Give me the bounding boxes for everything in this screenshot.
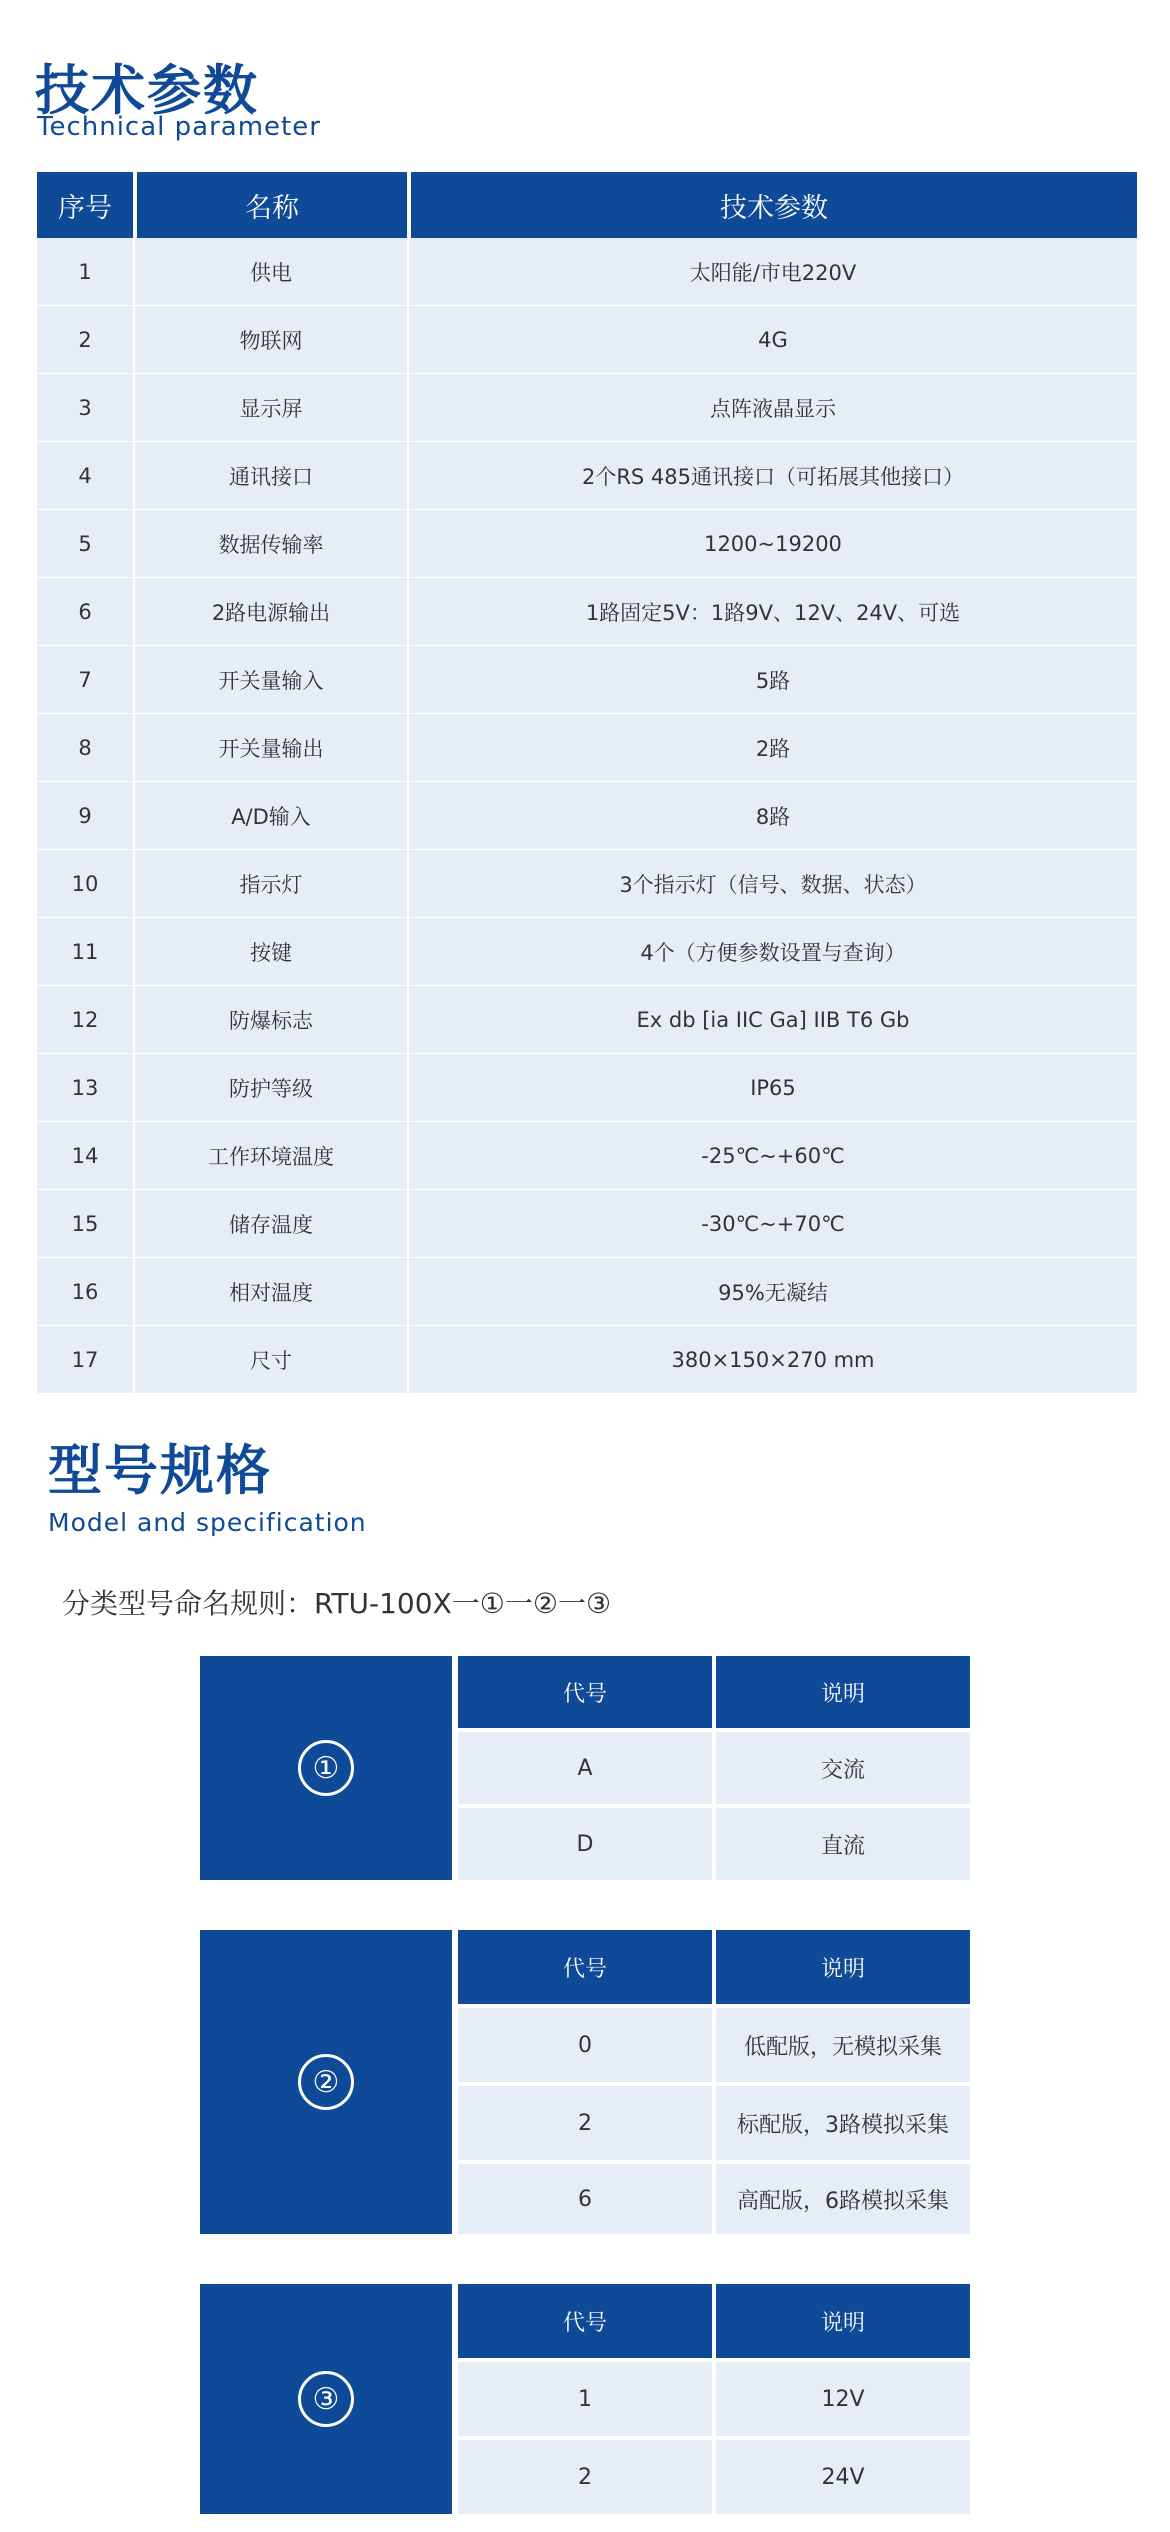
header-code: 代号 <box>458 1656 712 1728</box>
row-code: A <box>458 1732 712 1804</box>
row-no: 1 <box>37 238 133 306</box>
row-no: 2 <box>37 306 133 374</box>
table-row <box>37 374 1137 442</box>
row-value: 太阳能/市电220V <box>409 238 1137 306</box>
header-desc: 说明 <box>716 1656 970 1728</box>
row-no: 3 <box>37 374 133 442</box>
row-name: 工作环境温度 <box>135 1122 407 1190</box>
row-no: 17 <box>37 1326 133 1394</box>
row-no: 14 <box>37 1122 133 1190</box>
row-name: 通讯接口 <box>135 442 407 510</box>
code-table-header <box>458 2284 972 2358</box>
row-code: 2 <box>458 2440 712 2514</box>
row-value: 1200~19200 <box>409 510 1137 578</box>
row-name: 按键 <box>135 918 407 986</box>
row-no: 12 <box>37 986 133 1054</box>
table-row <box>37 782 1137 850</box>
table-row <box>37 918 1137 986</box>
row-no: 13 <box>37 1054 133 1122</box>
group-symbol-panel <box>200 1656 452 1880</box>
row-value: 3个指示灯（信号、数据、状态） <box>409 850 1137 918</box>
table-row <box>37 510 1137 578</box>
table-row <box>458 2086 972 2160</box>
header-no: 序号 <box>37 172 133 238</box>
row-value: 点阵液晶显示 <box>409 374 1137 442</box>
table-row <box>37 442 1137 510</box>
header-value: 技术参数 <box>411 172 1137 238</box>
row-name: 显示屏 <box>135 374 407 442</box>
row-name: 2路电源输出 <box>135 578 407 646</box>
circled-number-symbol: ① <box>298 1740 354 1796</box>
row-value: IP65 <box>409 1054 1137 1122</box>
table-row <box>458 1732 972 1804</box>
row-name: 物联网 <box>135 306 407 374</box>
row-name: 开关量输出 <box>135 714 407 782</box>
table-row <box>458 2008 972 2082</box>
group-symbol-panel <box>200 1930 452 2234</box>
row-value: 5路 <box>409 646 1137 714</box>
row-desc: 标配版，3路模拟采集 <box>716 2086 970 2160</box>
row-value: -25℃~+60℃ <box>409 1122 1137 1190</box>
row-value: 4个（方便参数设置与查询） <box>409 918 1137 986</box>
table-row <box>37 306 1137 374</box>
code-table <box>458 2284 972 2518</box>
row-name: 相对温度 <box>135 1258 407 1326</box>
row-name: 指示灯 <box>135 850 407 918</box>
group-symbol-panel <box>200 2284 452 2514</box>
row-name: 数据传输率 <box>135 510 407 578</box>
table-row <box>458 1808 972 1880</box>
row-value: 1路固定5V：1路9V、12V、24V、可选 <box>409 578 1137 646</box>
row-code: D <box>458 1808 712 1880</box>
table-row <box>458 2440 972 2514</box>
table-row <box>37 238 1137 306</box>
row-desc: 直流 <box>716 1808 970 1880</box>
row-name: A/D输入 <box>135 782 407 850</box>
table-row <box>37 1190 1137 1258</box>
row-no: 5 <box>37 510 133 578</box>
table-row <box>458 2362 972 2436</box>
row-value: 2路 <box>409 714 1137 782</box>
tech-table-header <box>37 172 1137 238</box>
row-value: 4G <box>409 306 1137 374</box>
row-no: 15 <box>37 1190 133 1258</box>
circled-number-symbol: ② <box>298 2054 354 2110</box>
row-name: 供电 <box>135 238 407 306</box>
row-no: 10 <box>37 850 133 918</box>
row-desc: 24V <box>716 2440 970 2514</box>
code-table-header <box>458 1930 972 2004</box>
row-no: 4 <box>37 442 133 510</box>
row-name: 防护等级 <box>135 1054 407 1122</box>
row-desc: 12V <box>716 2362 970 2436</box>
table-row <box>37 850 1137 918</box>
table-row <box>37 1326 1137 1394</box>
row-value: -30℃~+70℃ <box>409 1190 1137 1258</box>
table-row <box>37 714 1137 782</box>
row-code: 0 <box>458 2008 712 2082</box>
row-code: 2 <box>458 2086 712 2160</box>
row-value: 2个RS 485通讯接口（可拓展其他接口） <box>409 442 1137 510</box>
header-desc: 说明 <box>716 2284 970 2358</box>
circled-number-symbol: ③ <box>298 2371 354 2427</box>
row-code: 6 <box>458 2164 712 2234</box>
naming-rule: 分类型号命名规则：RTU-100X一①一②一③ <box>62 1587 612 1620</box>
spec-group-3 <box>200 2284 972 2514</box>
row-no: 8 <box>37 714 133 782</box>
row-name: 尺寸 <box>135 1326 407 1394</box>
row-desc: 低配版，无模拟采集 <box>716 2008 970 2082</box>
row-name: 开关量输入 <box>135 646 407 714</box>
header-code: 代号 <box>458 1930 712 2004</box>
row-no: 7 <box>37 646 133 714</box>
row-code: 1 <box>458 2362 712 2436</box>
row-name: 储存温度 <box>135 1190 407 1258</box>
row-no: 9 <box>37 782 133 850</box>
table-row <box>37 1258 1137 1326</box>
table-row <box>37 578 1137 646</box>
header-code: 代号 <box>458 2284 712 2358</box>
table-row <box>458 2164 972 2234</box>
tech-title: 技术参数 <box>35 59 259 122</box>
row-no: 6 <box>37 578 133 646</box>
table-row <box>37 1054 1137 1122</box>
row-desc: 交流 <box>716 1732 970 1804</box>
row-value: 380×150×270 mm <box>409 1326 1137 1394</box>
code-table <box>458 1656 972 1884</box>
row-value: 8路 <box>409 782 1137 850</box>
model-title: 型号规格 <box>48 1439 272 1502</box>
model-subtitle: Model and specification <box>48 1508 367 1537</box>
row-value: Ex db [ia IIC Ga] IIB T6 Gb <box>409 986 1137 1054</box>
tech-parameter-table <box>37 172 1137 1394</box>
code-table <box>458 1930 972 2238</box>
header-desc: 说明 <box>716 1930 970 2004</box>
row-no: 11 <box>37 918 133 986</box>
row-value: 95%无凝结 <box>409 1258 1137 1326</box>
table-row <box>37 646 1137 714</box>
tech-subtitle: Technical parameter <box>37 112 321 142</box>
row-no: 16 <box>37 1258 133 1326</box>
row-name: 防爆标志 <box>135 986 407 1054</box>
spec-group-1 <box>200 1656 972 1880</box>
spec-group-2 <box>200 1930 972 2234</box>
header-name: 名称 <box>137 172 407 238</box>
code-table-header <box>458 1656 972 1728</box>
table-row <box>37 1122 1137 1190</box>
table-row <box>37 986 1137 1054</box>
row-desc: 高配版，6路模拟采集 <box>716 2164 970 2234</box>
